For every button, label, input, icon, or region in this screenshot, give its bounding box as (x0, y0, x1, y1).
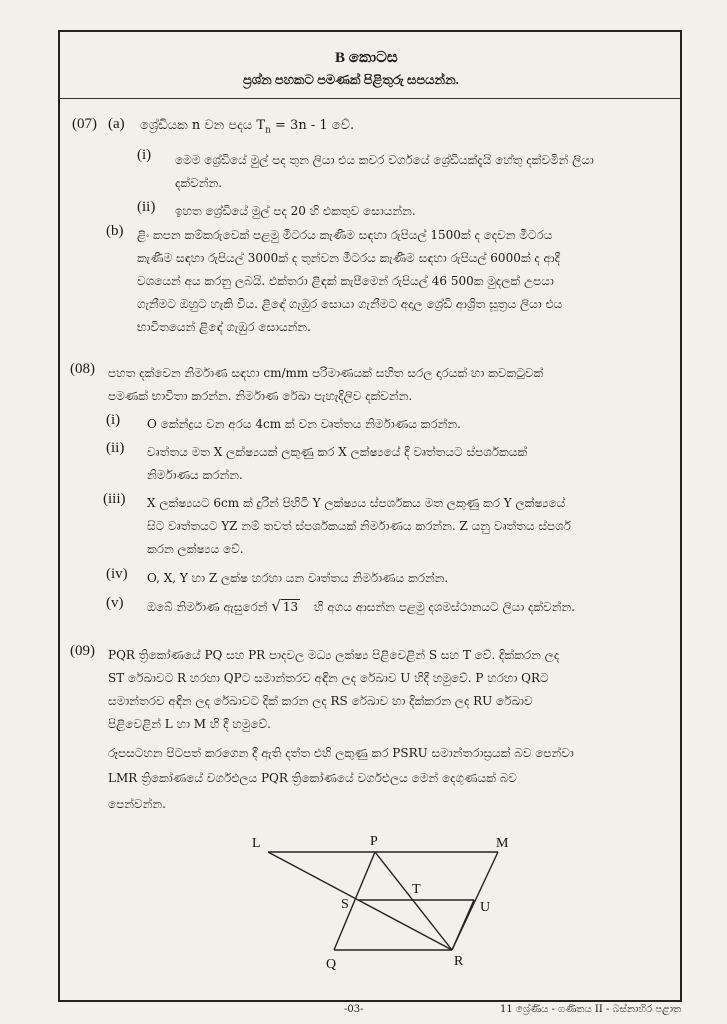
q08-ii-label: (ii) (106, 440, 125, 456)
q07-b-label: (b) (106, 223, 124, 239)
q09-line4: පිළිවෙළින් L හා M හි දී හමුවේ. (108, 717, 271, 731)
label-L: L (252, 836, 261, 851)
line-UR (452, 900, 474, 950)
line-PR (375, 852, 452, 950)
section-title: B කොටස (335, 50, 398, 66)
triangle-diagram (240, 825, 530, 975)
q07-b-line5: භාවිතයෙන් ළිඳේ ගැඹුර සොයන්න. (137, 320, 311, 334)
q07-a-stem: ශ්‍රේඩියක n වන පදය $T_n = 3n - 1$ වේ. (140, 118, 355, 136)
q08-iv-line: O, X, Y හා Z ලක්ෂ හරහා යන වෘත්තය නිර්මාණය කරන්න. (147, 571, 449, 585)
q07-i-line2: දක්වන්න. (175, 176, 223, 190)
label-U: U (480, 900, 491, 915)
q09-line2: ST රේඛාවට R හරහා QPට සමාන්තරව අඳින ලද රේඛාව U හිදී හමුවේ. P හරහා QRට (108, 671, 549, 685)
q07-b-line4: ගැනීමට ඔහුට හැකි විය. ළිඳේ ගැඹුර සොයා ගැනීමට අදාල ශ්‍රේඩි ආශ්‍රිත සූත්‍රය ලියා එය (137, 297, 563, 311)
q08-iii-line1: X ලක්ෂ්‍යයට 6cm ක් දුරින් පිහිටි Y ලක්ෂ්‍යය ස්පර්ශකය මත ලකුණු කර Y ලක්ෂ්‍යයේ (147, 496, 566, 510)
q07-ii-label: (ii) (137, 199, 156, 215)
q08-iii-line3: කරන ලක්ෂ්‍යය වේ. (147, 542, 244, 556)
label-T: T (412, 882, 421, 897)
q08-ii-line2: නිර්මාණය කරන්න. (147, 468, 243, 482)
q09-line6: LMR ත්‍රිකෝණයේ වර්ගඵලය PQR ත්‍රිකෝණයේ වර්ගඵලය මෙන් දෙගුණයක් බව (108, 771, 517, 785)
q09-line5: රූපසටහන පිටපත් කරගෙන දී ඇති දත්ත එහි ලකුණු කර PSRU සමාන්තරාස්‍රයක් බව පෙන්වා (108, 746, 574, 760)
label-P: P (370, 834, 378, 849)
q09-number: (09) (70, 643, 95, 659)
header-divider (58, 98, 680, 99)
q08-iii-line2: සිට වෘත්තයට YZ නම් තවත් ස්පර්ශකයක් නිර්මාණය කරන්න. Z යනු වෘත්තය ස්පර්ශ (147, 519, 571, 533)
q08-iii-label: (iii) (103, 491, 126, 507)
q08-ii-line1: වෘත්තය මත X ලක්ෂ්‍යයක් ලකුණු කර X ලක්ෂ්‍යයේ දී වෘත්තයට ස්පර්ශකයක් (147, 445, 528, 459)
label-Q: Q (326, 957, 337, 972)
label-S: S (341, 897, 349, 912)
q08-v-label: (v) (106, 595, 124, 611)
page-number: -03- (344, 1004, 364, 1015)
q07-i-line1: මෙම ශ්‍රේඩියේ මුල් පද තුන ලියා එය කවර වර්ගයේ ශ්‍රේඩියක්දැයි හේතු දක්වමින් ලියා (175, 153, 594, 167)
q08-intro1: පහත දක්වෙන නිර්මාණ සඳහා cm/mm පරිමාණයක් සහිත සරල දාරයක් හා කවකටුවක් (108, 366, 544, 380)
q07-a-label: (a) (108, 116, 125, 132)
q07-i-label: (i) (137, 147, 152, 163)
q07-ii-line: ඉහත ශ්‍රේඩියේ මුල් පද 20 හි එකතුව සොයන්න. (175, 204, 416, 218)
section-instruction: ප්‍රශ්න පහකට පමණක් පිළිතුරු සපයන්න. (243, 72, 459, 87)
q09-line7: පෙන්වන්න. (108, 797, 166, 811)
q08-iv-label: (iv) (106, 566, 128, 582)
line-LR (268, 852, 452, 950)
q09-line1: PQR ත්‍රිකෝණයේ PQ සහ PR පාදවල මධ්‍ය ලක්ෂ්‍ය පිළිවෙළින් S සහ T වේ. දික්කරන ලද (108, 648, 560, 662)
q07-number: (07) (72, 116, 97, 132)
footer-label: 11 ශ්‍රේණිය - ගණිතය II - බස්නාහිර පළාත (500, 1004, 682, 1015)
label-R: R (454, 954, 464, 969)
q07-b-line2: කැණීම සඳහා රුපියල් 3000ක් ද තුන්වන මීටරය කැණීම සඳහා රුපියල් 6000ක් ද ආදී (137, 251, 560, 265)
q08-i-line: O කේන්ද්‍රය වන අරය 4cm ක් වන වෘත්තය නිර්මාණය කරන්න. (147, 417, 461, 431)
q07-b-line3: වශයෙන් අය කරනු ලබයි. එක්තරා ළිඳක් කැපීමෙන් රුපියල් 46 500ක මුදලක් උපයා (137, 274, 554, 288)
q09-line3: සමාන්තරව අඳින ලද රේඛාවට දික් කරන ලද RS රේඛාව හා දික්කරන ලද RU රේඛාව (108, 694, 533, 708)
label-M: M (496, 836, 509, 851)
q08-number: (08) (70, 361, 95, 377)
sqrt-radicand: 13 (282, 600, 299, 614)
q07-b-line1: ළිං කපන කම්කරුවෙක් පළමු මීටරය කැණීම සඳහා රුපියල් 1500ක් ද දෙවන මීටරය (137, 228, 553, 242)
q08-i-label: (i) (106, 412, 121, 428)
q08-v-line: ඔබේ නිර්මාණ ඇසුරෙන් √ 13 හි අගය ආසන්න පළමු දශමස්ථානයට ලියා දක්වන්න. (147, 597, 576, 615)
q08-intro2: පමණක් භාවිතා කරන්න. නිර්මාණ රේඛා පැහැදිලිව දක්වන්න. (108, 389, 413, 403)
